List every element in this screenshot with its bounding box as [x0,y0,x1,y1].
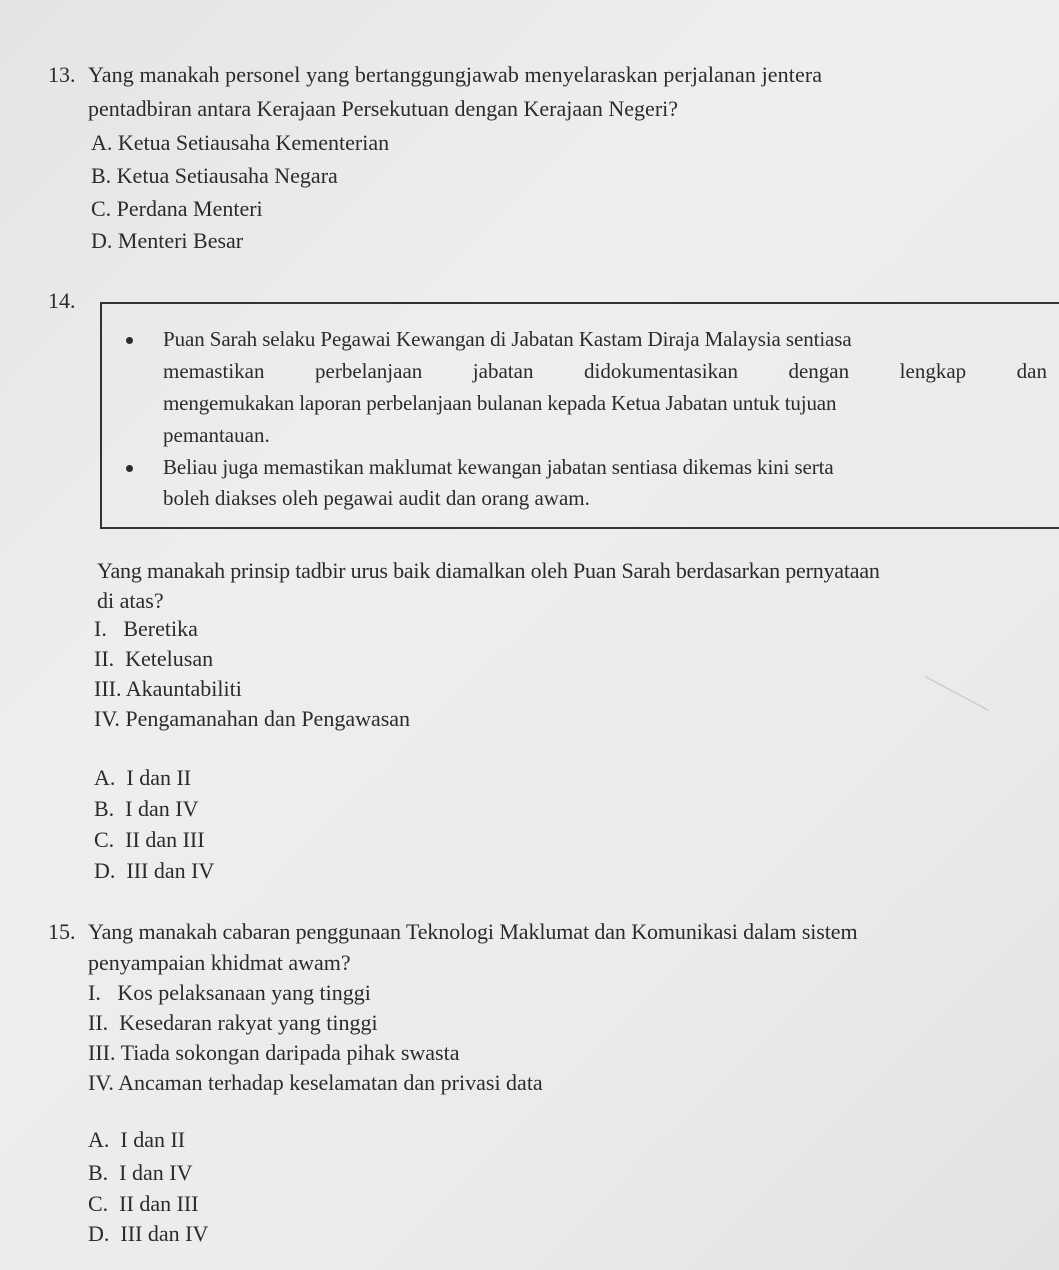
box-bullet1-line3: mengemukakan laporan perbelanjaan bulanan kepada Ketua Jabatan untuk tujuan [163,391,837,415]
box-bullet2-line1: Beliau juga memastikan maklumat kewangan jabatan sentiasa dikemas kini serta [163,455,834,479]
q13-option-d: D. Menteri Besar [91,228,244,253]
q15-option-d: D. III dan IV [88,1221,209,1246]
box-left-border [100,302,102,528]
q15-option-c: C. II dan III [88,1191,199,1216]
q15-number: 15. [48,919,76,944]
box-bullet2-line2: boleh diakses oleh pegawai audit dan orang awam. [163,486,590,510]
q14-statement-2: II. Ketelusan [94,646,214,671]
q14-option-a: A. I dan II [94,765,192,790]
q15-statement-3: III. Tiada sokongan daripada pihak swasta [88,1040,460,1065]
q14-option-c: C. II dan III [94,827,205,852]
q14-stem-line2: di atas? [97,588,164,613]
q15-stem-line2: penyampaian khidmat awam? [88,950,351,975]
q13-number: 13. [48,62,76,87]
bullet-icon [126,337,133,344]
bullet-icon [126,465,133,472]
q13-option-a: A. Ketua Setiausaha Kementerian [91,130,390,155]
q15-option-b: B. I dan IV [88,1160,193,1185]
q15-statement-2: II. Kesedaran rakyat yang tinggi [88,1010,378,1035]
q13-option-b: B. Ketua Setiausaha Negara [91,163,338,188]
q14-option-b: B. I dan IV [94,796,199,821]
q14-statement-3: III. Akauntabiliti [94,676,242,701]
q14-number: 14. [48,288,76,313]
q13-stem-line1: Yang manakah personel yang bertanggungjawab menyelaraskan perjalanan jentera [88,62,823,87]
box-bullet1-line2: memastikan perbelanjaan jabatan didokumentasikan dengan lengkap dan [163,359,1047,383]
q15-statement-1: I. Kos pelaksanaan yang tinggi [88,980,371,1005]
q13-option-c: C. Perdana Menteri [91,196,263,221]
box-bullet1-line1: Puan Sarah selaku Pegawai Kewangan di Jabatan Kastam Diraja Malaysia sentiasa [163,327,852,351]
box-bottom-border [100,527,1059,529]
q15-statement-4: IV. Ancaman terhadap keselamatan dan privasi data [88,1070,543,1095]
paper-crease [925,676,989,711]
q13-stem-line2: pentadbiran antara Kerajaan Persekutuan dengan Kerajaan Negeri? [88,96,679,121]
q14-statement-1: I. Beretika [94,616,198,641]
box-bullet1-line4: pemantauan. [163,423,270,447]
q14-option-d: D. III dan IV [94,858,215,883]
q14-stem-line1: Yang manakah prinsip tadbir urus baik diamalkan oleh Puan Sarah berdasarkan pernyataan [97,558,880,583]
box-top-border [100,302,1059,304]
q15-stem-line1: Yang manakah cabaran penggunaan Teknologi Maklumat dan Komunikasi dalam sistem [88,919,858,944]
q15-option-a: A. I dan II [88,1127,186,1152]
q14-statement-4: IV. Pengamanahan dan Pengawasan [94,706,411,731]
